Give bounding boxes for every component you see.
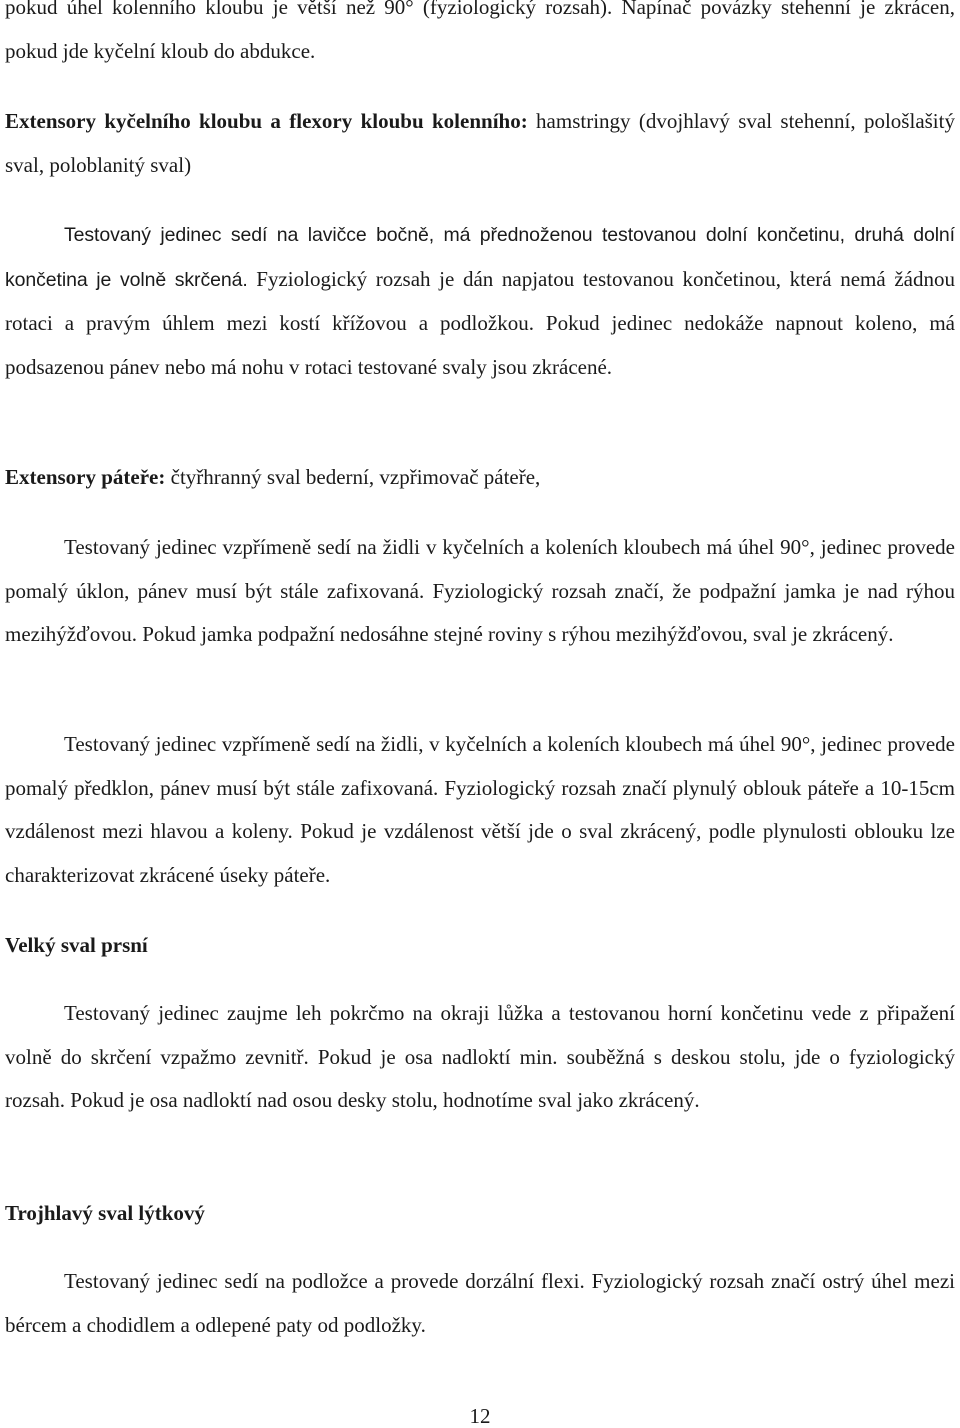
paragraph-triceps-surae-test: Testovaný jedinec sedí na podložce a provede dorzální flexi. Fyziologický rozsah značí ostrý úhel mezi bércem a chodidlem a odlepené paty od podložky. bbox=[5, 1269, 955, 1337]
hip-extensors-test-position: Testovaný jedinec sedí na lavičce bočně, má přednoženou testovanou dolní končetinu, druhá dolní končetina je volně skrčená. bbox=[5, 224, 955, 291]
paragraph-spine-lateral-test: Testovaný jedinec vzpřímeně sedí na židli v kyčelních a koleních kloubech má úhel 90°, jedinec provede pomalý úklon, pánev musí být stále zafixovaná. Fyziologický rozsah značí, že podpažní jamka je nad rýhou mezihýžďovou. Pokud jamka podpažní nedosáhne stejné roviny s rýhou mezihýžďovou, sval je zkrácený. bbox=[5, 535, 955, 647]
paragraph-continuation: pokud úhel kolenního kloubu je větší než 90° (fyziologický rozsah). Napínač povázky stehenní je zkrácen, pokud jde kyčelní kloub do abdukce. bbox=[5, 0, 955, 63]
heading-spine-extensors: Extensory páteře: bbox=[5, 465, 166, 489]
paragraph-hip-extensors bbox=[5, 100, 955, 187]
hip-extensors-test-evaluation: Fyziologický rozsah je dán napjatou testovanou končetinou, která nemá žádnou rotaci a pravým úhlem mezi kostí křížovou a podložkou. Pokud jedinec nedokáže napnout koleno, má podsazenou pánev nebo má nohu v rotaci testované svaly jsou zkrácené. bbox=[5, 266, 955, 379]
paragraph-hip-extensors-test bbox=[5, 213, 955, 389]
heading-triceps-surae: Trojhlavý sval lýtkový bbox=[5, 1201, 205, 1225]
paragraph-pectoral-test: Testovaný jedinec zaujme leh pokrčmo na okraji lůžka a testovanou horní končetinu vede z připažení volně do skrčení vzpažmo zevnitř. Pokud je osa nadloktí min. souběžná s deskou stolu, jde o fyziologický rozsah. Pokud je osa nadloktí nad osou desky stolu, hodnotíme sval jako zkrácený. bbox=[5, 1001, 955, 1113]
heading-hip-extensors: Extensory kyčelního kloubu a flexory kloubu kolenního: bbox=[5, 109, 528, 133]
paragraph-spine-forward-test: Testovaný jedinec vzpřímeně sedí na židli, v kyčelních a koleních kloubech má úhel 90°, jedinec provede pomalý předklon, pánev musí být stále zafixovaná. Fyziologický rozsah značí plynulý oblouk páteře a 10-15cm vzdálenost mezi hlavou a koleny. Pokud je vzdálenost větší jde o sval zkrácený, podle plynulosti oblouku lze charakterizovat zkrácené úseky páteře. bbox=[5, 732, 955, 887]
hip-extensors-muscles: hamstringy (dvojhlavý sval stehenní, pološlašitý sval, poloblanitý sval) bbox=[5, 109, 955, 177]
heading-pectoral: Velký sval prsní bbox=[5, 933, 148, 957]
paragraph-spine-extensors bbox=[5, 456, 955, 500]
spine-extensors-muscles: čtyřhranný sval bederní, vzpřimovač páteře, bbox=[165, 465, 541, 489]
page-number: 12 bbox=[469, 1404, 491, 1428]
